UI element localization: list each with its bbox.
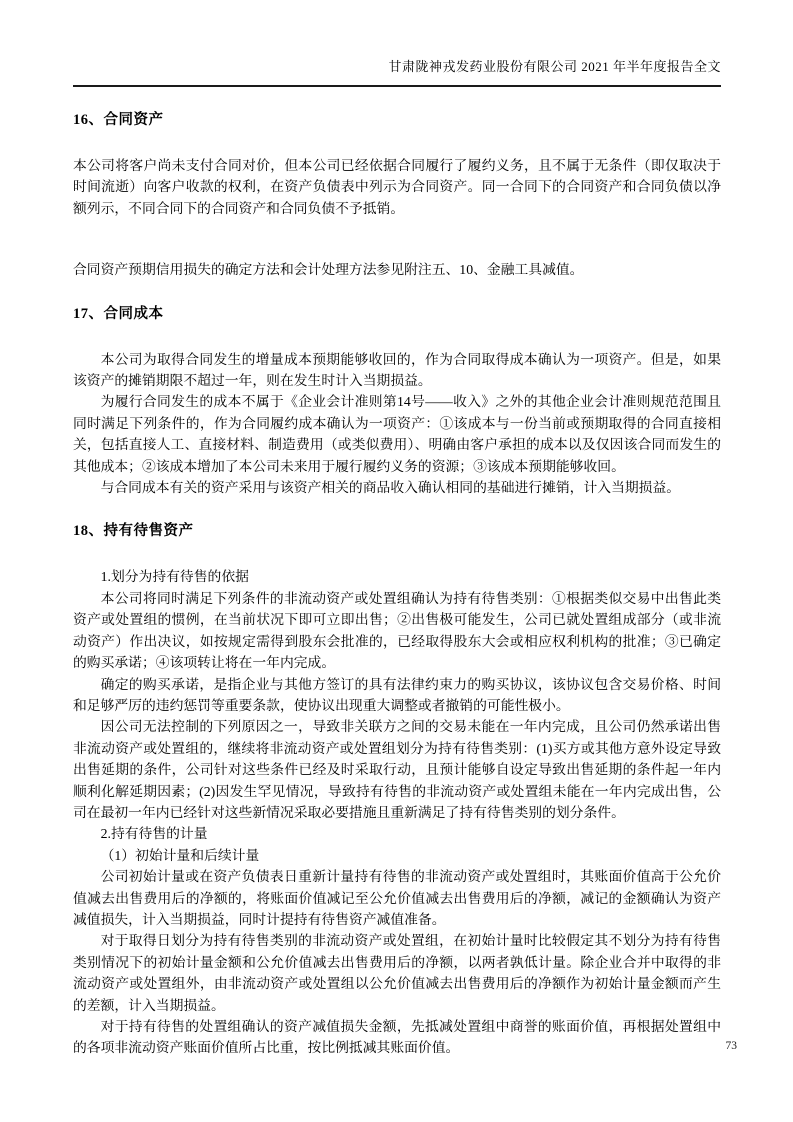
paragraph: 合同资产预期信用损失的确定方法和会计处理方法参见附注五、10、金融工具减值。 (73, 262, 584, 278)
subheading-initial-and-subsequent-measurement: （1）初始计量和后续计量 (100, 847, 260, 863)
paragraph: 确定的购买承诺，是指企业与其他方签订的具有法律约束力的购买协议，该协议包含交易价格、时间和足够严厉的违约惩罚等重要条款，使协议出现重大调整或者撤销的可能性极小。 (73, 676, 721, 713)
document-body (73, 108, 721, 1059)
document-header-title: 甘肃陇神戎发药业股份有限公司 2021 年半年度报告全文 (73, 58, 721, 87)
section-heading-18-assets-held-for-sale: 18、持有待售资产 (73, 523, 194, 540)
section-heading-16-contract-assets: 16、合同资产 (73, 112, 164, 128)
paragraph: 本公司为取得合同发生的增量成本预期能够收回的，作为合同取得成本确认为一项资产。但是，如果该资产的摊销期限不超过一年，则在发生时计入当期损益。 (73, 351, 721, 389)
subheading-measurement: 2.持有待售的计量 (100, 826, 208, 842)
paragraph: 与合同成本有关的资产采用与该资产相关的商品收入确认相同的基础进行摊销，计入当期损益。 (100, 480, 681, 496)
paragraph: 对于持有待售的处置组确认的资产减值损失金额，先抵减处置组中商誉的账面价值，再根据处置组中的各项非流动资产账面价值所占比重，按比例抵减其账面价值。 (73, 1019, 721, 1056)
paragraph: 公司初始计量或在资产负债表日重新计量持有待售的非流动资产或处置组时，其账面价值高于公允价值减去出售费用后的净额的，将账面价值减记至公允价值减去出售费用后的净额，减记的金额确认为资产减值损失，计入当期损益，同时计提持有待售资产减值准备。 (73, 869, 721, 927)
subheading-basis-of-classification: 1.划分为持有待售的依据 (100, 569, 249, 585)
section-heading-17-contract-costs: 17、合同成本 (73, 305, 164, 322)
page-number: 73 (725, 1040, 737, 1052)
paragraph: 对于取得日划分为持有待售类别的非流动资产或处置组，在初始计量时比较假定其不划分为持有待售类别情况下的初始计量金额和公允价值减去出售费用后的净额，以两者孰低计量。除企业合并中取得的非流动资产或处置组外，由非流动资产或处置组以公允价值减去出售费用后的净额作为初始计量金额而产生的差额，计入当期损益。 (73, 933, 721, 1013)
paragraph: 因公司无法控制的下列原因之一，导致非关联方之间的交易未能在一年内完成，且公司仍然承诺出售非流动资产或处置组的，继续将非流动资产或处置组划分为持有待售类别：(1)买方或其他方意外设定导致出售延期的条件，公司针对这些条件已经及时采取行动，且预计能够自设定导致出售延期的条件起一年内顺利化解延期因素；(2)因发生罕见情况，导致持有待售的非流动资产或处置组未能在一年内完成出售，公司在最初一年内已经针对这些新情况采取必要措施且重新满足了持有待售类别的划分条件。 (73, 719, 721, 820)
paragraph: 本公司将客户尚未支付合同对价，但本公司已经依据合同履行了履约义务，且不属于无条件（即仅取决于时间流逝）向客户收款的权利，在资产负债表中列示为合同资产。同一合同下的合同资产和合同负债以净额列示，不同合同下的合同资产和合同负债不予抵销。 (73, 158, 721, 216)
paragraph: 本公司将同时满足下列条件的非流动资产或处置组确认为持有待售类别：①根据类似交易中出售此类资产或处置组的惯例，在当前状况下即可立即出售；②出售极可能发生，公司已就处置组成部分（或非流动资产）作出决议，如按规定需得到股东会批准的，已经取得股东大会或相应权利机构的批准；③已确定的购买承诺；④该项转让将在一年内完成。 (73, 590, 721, 671)
paragraph: 为履行合同发生的成本不属于《企业会计准则第14号——收入》之外的其他企业会计准则规范范围且同时满足下列条件的，作为合同履约成本确认为一项资产：①该成本与一份当前或预期取得的合同直接相关，包括直接人工、直接材料、制造费用（或类似费用）、明确由客户承担的成本以及仅因该合同而发生的其他成本；②该成本增加了本公司未来用于履行履约义务的资源；③该成本预期能够收回。 (73, 394, 721, 474)
